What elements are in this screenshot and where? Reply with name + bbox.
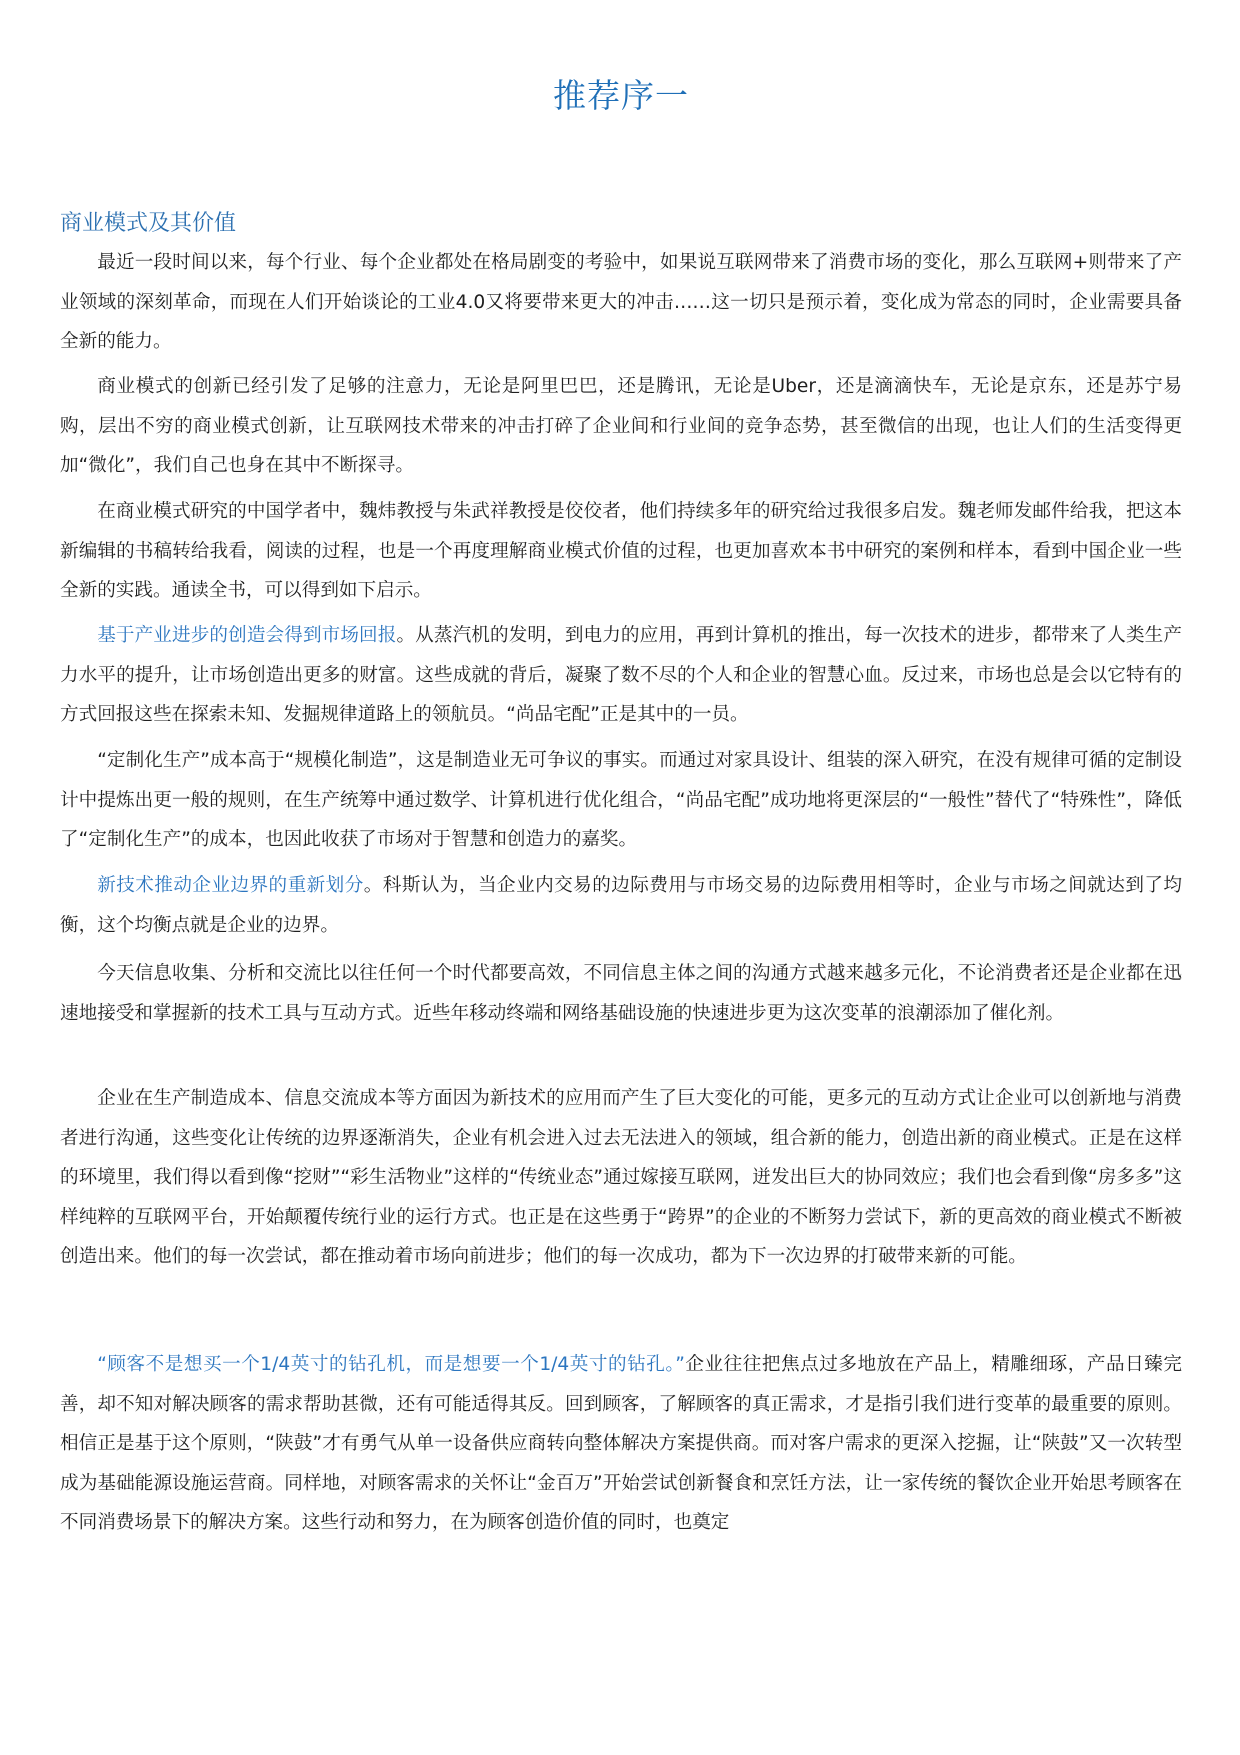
paragraph-6 <box>60 866 1182 945</box>
paragraph-3 <box>60 492 1182 611</box>
paragraph-text: 商业模式的创新已经引发了足够的注意力，无论是阿里巴巴，还是腾讯，无论是Uber，还是滴滴快车，无论是京东，还是苏宁易购，层出不穷的商业模式创新，让互联网技术带来的冲击打碎了企业间和行业间的竞争态势，甚至微信的出现，也让人们的生活变得更加“微化”，我们自己也身在其中不断探寻。 <box>60 376 1182 476</box>
paragraph-4 <box>60 616 1182 735</box>
paragraph-2 <box>60 367 1182 486</box>
paragraph-text: 在商业模式研究的中国学者中，魏炜教授与朱武祥教授是佼佼者，他们持续多年的研究给过我很多启发。魏老师发邮件给我，把这本新编辑的书稿转给我看，阅读的过程，也是一个再度理解商业模式价值的过程，也更加喜欢本书中研究的案例和样本，看到中国企业一些全新的实践。通读全书，可以得到如下启示。 <box>60 501 1182 601</box>
paragraph-text: 。科斯认为，当企业内交易的边际费用与市场交易的边际费用相等时，企业与市场之间就达到了均衡，这个均衡点就是企业的边界。 <box>60 875 1182 936</box>
paragraph-7 <box>60 954 1182 1033</box>
paragraph-8 <box>60 1079 1182 1277</box>
section-heading: 商业模式及其价值 <box>60 211 237 236</box>
paragraph-1 <box>60 243 1182 362</box>
paragraph-text: 。从蒸汽机的发明，到电力的应用，再到计算机的推出，每一次技术的进步，都带来了人类生产力水平的提升，让市场创造出更多的财富。这些成就的背后，凝聚了数不尽的个人和企业的智慧心血。反过来，市场也总是会以它特有的方式回报这些在探索未知、发掘规律道路上的领航员。“尚品宅配”正是其中的一员。 <box>60 625 1182 725</box>
paragraph-text: 最近一段时间以来，每个行业、每个企业都处在格局剧变的考验中，如果说互联网带来了消费市场的变化，那么互联网+则带来了产业领域的深刻革命，而现在人们开始谈论的工业4.0又将要带来更大的冲击……这一切只是预示着，变化成为常态的同时，企业需要具备全新的能力。 <box>60 252 1182 352</box>
document-title: 推荐序一 <box>553 76 689 115</box>
paragraph-text: “定制化生产”成本高于“规模化制造”，这是制造业无可争议的事实。而通过对家具设计、组装的深入研究，在没有规律可循的定制设计中提炼出更一般的规则，在生产统筹中通过数学、计算机进行优化组合，“尚品宅配”成功地将更深层的“一般性”替代了“特殊性”，降低了“定制化生产”的成本，也因此收获了市场对于智慧和创造力的嘉奖。 <box>60 750 1182 850</box>
paragraph-lead: 新技术推动企业边界的重新划分 <box>97 875 364 896</box>
paragraph-text: 今天信息收集、分析和交流比以往任何一个时代都要高效，不同信息主体之间的沟通方式越来越多元化，不论消费者还是企业都在迅速地接受和掌握新的技术工具与互动方式。近些年移动终端和网络基础设施的快速进步更为这次变革的浪潮添加了催化剂。 <box>60 963 1182 1024</box>
paragraph-lead: 基于产业进步的创造会得到市场回报 <box>97 625 397 646</box>
paragraph-9 <box>60 1345 1182 1543</box>
paragraph-text: 企业在生产制造成本、信息交流成本等方面因为新技术的应用而产生了巨大变化的可能，更多元的互动方式让企业可以创新地与消费者进行沟通，这些变化让传统的边界逐渐消失，企业有机会进入过去无法进入的领域，组合新的能力，创造出新的商业模式。正是在这样的环境里，我们得以看到像“挖财”“彩生活物业”这样的“传统业态”通过嫁接互联网，迸发出巨大的协同效应；我们也会看到像“房多多”这样纯粹的互联网平台，开始颠覆传统行业的运行方式。也正是在这些勇于“跨界”的企业的不断努力尝试下，新的更高效的商业模式不断被创造出来。他们的每一次尝试，都在推动着市场向前进步；他们的每一次成功，都为下一次边界的打破带来新的可能。 <box>60 1088 1182 1267</box>
paragraph-5 <box>60 741 1182 860</box>
paragraph-text: 企业往往把焦点过多地放在产品上，精雕细琢，产品日臻完善，却不知对解决顾客的需求帮助甚微，还有可能适得其反。回到顾客，了解顾客的真正需求，才是指引我们进行变革的最重要的原则。相信正是基于这个原则，“陕鼓”才有勇气从单一设备供应商转向整体解决方案提供商。而对客户需求的更深入挖掘，让“陕鼓”又一次转型成为基础能源设施运营商。同样地，对顾客需求的关怀让“金百万”开始尝试创新餐食和烹饪方法，让一家传统的餐饮企业开始思考顾客在不同消费场景下的解决方案。这些行动和努力，在为顾客创造价值的同时，也奠定 <box>60 1354 1182 1533</box>
paragraph-lead: “顾客不是想买一个1/4英寸的钻孔机，而是想要一个1/4英寸的钻孔。” <box>97 1354 685 1375</box>
